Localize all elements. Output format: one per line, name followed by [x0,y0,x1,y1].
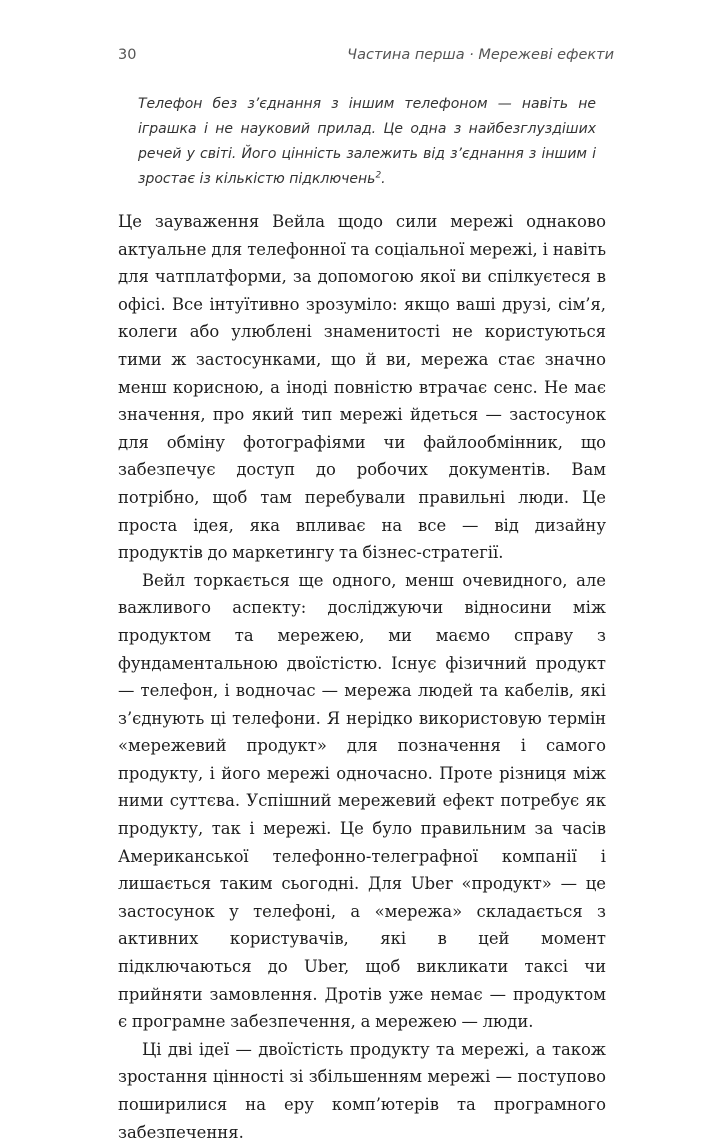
paragraph-3: Ці дві ідеї — двоїстість продукту та мережі, а також зростання цінності зі збільшенням мережі — поступово поширилися на еру комп’ютерів та програмного забезпечення. [118,1039,606,1142]
section-title: Частина перша · Мережеві ефекти [347,47,614,63]
epigraph-period: . [381,171,386,187]
paragraph-1: Це зауваження Вейла щодо сили мережі однаково актуальне для телефонної та соціальної мережі, і навіть для чатплатформи, за допомогою якої ви спілкуєтеся в офісі. Все інтуїтивно зрозуміло: якщо ваші друзі, сім’я, колеги або улюблені знаменитості не користуються тими ж застосунками, що й ви, мережа стає значно менш корисною, а іноді повністю втрачає сенс. Не має значення, про який тип мережі йдеться — застосунок для обміну фотографіями чи файлообмінник, що забезпечує доступ до робочих документів. Вам потрібно, щоб там перебували правильні люди. Це проста ідея, яка впливає на все — від дизайну продуктів до маркетингу та бізнес-стратегії. [118,212,606,563]
paragraph-2: Вейл торкається ще одного, менш очевидного, але важливого аспекту: досліджуючи відносини між продуктом та мережею, ми маємо справу з фундаментальною двоїстістю. Існує фізичний продукт — телефон, і водночас — мережа людей та кабелів, які з’єднують ці телефони. Я нерідко використовую термін «мережевий продукт» для позначення і самого продукту, і його мережі одночасно. Проте різниця між ними суттєва. Успішний мережевий ефект потребує як продукту, так і мережі. Це було правильним за часів Американської телефонно-телеграфної компанії і лишається таким сьогодні. Для Uber «продукт» — це застосунок у телефоні, а «мережа» складається з активних користувачів, які в цей момент підключаються до Uber, щоб викликати таксі чи прийняти замовлення. Дротів уже немає — продуктом є програмне забезпечення, а мережею — люди. [118,570,606,1032]
epigraph-quote [138,92,596,192]
running-head [118,47,614,69]
footnote-marker: 2 [375,170,382,181]
page-number: 30 [118,47,137,63]
body-text [118,208,606,1146]
epigraph-text: Телефон без з’єднання з іншим телефоном — навіть не іграшка і не науковий прилад. Це одна з найбезглуздіших речей у світі. Його цінність залежить від з’єднання з іншим і зростає із кількістю підключень [138,96,596,187]
